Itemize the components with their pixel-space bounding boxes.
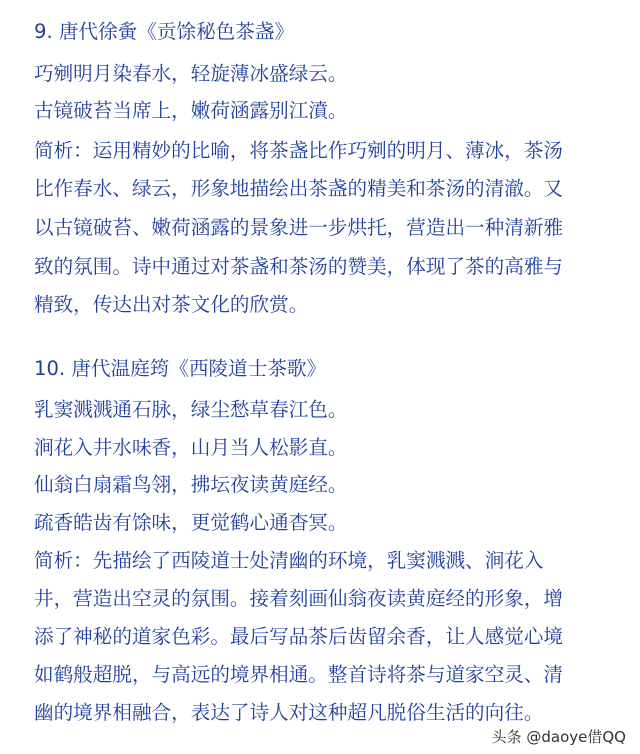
poem-1-analysis-line-3: 以古镜破苔、嫩荷涵露的景象进一步烘托，营造出一种清新雅	[34, 216, 564, 239]
poem-2-analysis-line-4: 如鹤般超脱，与高远的境界相通。整首诗将茶与道家空灵、清	[34, 663, 564, 686]
poem-2-line-2: 涧花入井水味香，山月当人松影直。	[34, 436, 348, 459]
poem-2-analysis-line-3: 添了神秘的道家色彩。最后写品茶后齿留余香，让人感觉心境	[34, 625, 564, 648]
poem-1-analysis-line-1: 简析：运用精妙的比喻，将茶盏比作巧剜的明月、薄冰，茶汤	[34, 139, 564, 162]
poem-2-analysis-line-5: 幽的境界相融合，表达了诗人对这种超凡脱俗生活的向往。	[34, 701, 544, 724]
poem-2-line-1: 乳窦溅溅通石脉，绿尘愁草春江色。	[34, 398, 348, 421]
watermark: 头条 @daoye借QQ	[491, 728, 626, 746]
poem-1-analysis-line-2: 比作春水、绿云，形象地描绘出茶盏的精美和茶汤的清澈。又	[34, 177, 564, 200]
poem-2-title: 10. 唐代温庭筠《西陵道士茶歌》	[34, 357, 327, 380]
poem-1-analysis-line-4: 致的氛围。诗中通过对茶盏和茶汤的赞美，体现了茶的高雅与	[34, 255, 564, 278]
poem-1-analysis-line-5: 精致，传达出对茶文化的欣赏。	[34, 293, 309, 316]
poem-1-line-2: 古镜破苔当席上，嫩荷涵露别江濆。	[34, 99, 348, 122]
poem-1-line-1: 巧剜明月染春水，轻旋薄冰盛绿云。	[34, 62, 348, 85]
poem-2-line-3: 仙翁白扇霜鸟翎，拂坛夜读黄庭经。	[34, 473, 348, 496]
poem-2-analysis-line-1: 简析：先描绘了西陵道士处清幽的环境，乳窦溅溅、涧花入	[34, 549, 544, 572]
poem-1-title: 9. 唐代徐夤《贡馀秘色茶盏》	[34, 20, 295, 43]
poem-2-analysis-line-2: 井，营造出空灵的氛围。接着刻画仙翁夜读黄庭经的形象，增	[34, 587, 564, 610]
poem-2-line-4: 疏香皓齿有馀味，更觉鹤心通杳冥。	[34, 511, 348, 534]
